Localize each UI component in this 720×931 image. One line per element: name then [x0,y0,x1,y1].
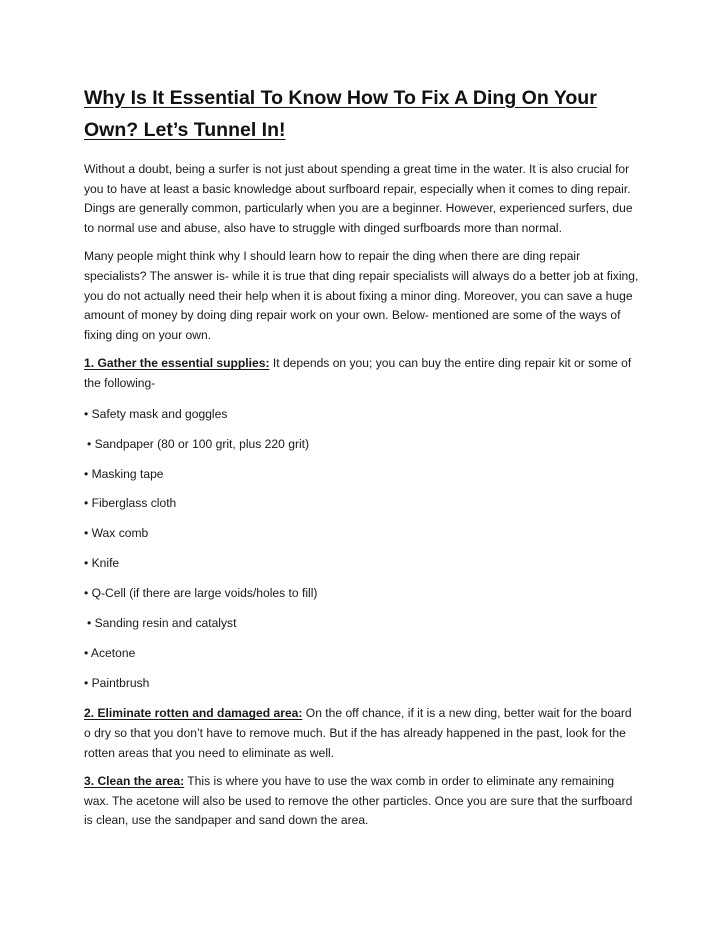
step-text: This is where you have to use the wax comb in order to eliminate any remaining wax. The acetone will also be used to remove the other particles. Once you are sure that the surfboard is clean, use the sandpaper and sand down the area. [84,774,633,828]
step-text: It depends on you; you can buy the entire ding repair kit or some of the following- [84,356,632,390]
step-label: 3. Clean the area: [84,774,185,789]
intro-paragraph: Without a doubt, being a surfer is not just about spending a great time in the water. It is also crucial for you to have at least a basic knowledge about surfboard repair, especially when it comes to ding repair. Dings are generally common, particularly when you are a beginner. However, experienced surfers, due to normal use and abuse, also have to struggle with dinged surfboards more than normal. [84,162,633,235]
list-item: • Wax comb [84,526,149,541]
step-label: 2. Eliminate rotten and damaged area: [84,706,303,721]
list-item: • Sanding resin and catalyst [87,616,237,631]
step-gather-supplies [84,354,640,393]
list-item: • Q-Cell (if there are large voids/holes to fill) [84,586,318,601]
list-item: • Masking tape [84,466,164,481]
page-title: Why Is It Essential To Know How To Fix A Ding On Your Own? Let’s Tunnel In! [84,87,597,141]
list-item: • Paintbrush [84,676,150,691]
list-item: • Fiberglass cloth [84,496,177,511]
step-text: On the off chance, if it is a new ding, better wait for the board o dry so that you don’t have to remove much. But if the has already happened in the past, look for the rotten areas that you need to eliminate as well. [84,706,632,760]
step-eliminate-rotten-area [84,704,640,763]
specialists-paragraph: Many people might think why I should learn how to repair the ding when there are ding repair specialists? The answer is- while it is true that ding repair specialists will always do a better job at fixing, you do not actually need their help when it is about fixing a minor ding. Moreover, you can save a huge amount of money by doing ding repair work on your own. Below- mentioned are some of the ways of fixing ding on your own. [84,249,639,342]
step-clean-area [84,772,640,831]
step-label: 1. Gather the essential supplies: [84,356,270,371]
list-item: • Acetone [84,646,136,661]
list-item: • Knife [84,556,120,571]
list-item: • Sandpaper (80 or 100 grit, plus 220 grit) [87,436,310,451]
list-item: • Safety mask and goggles [84,406,228,421]
